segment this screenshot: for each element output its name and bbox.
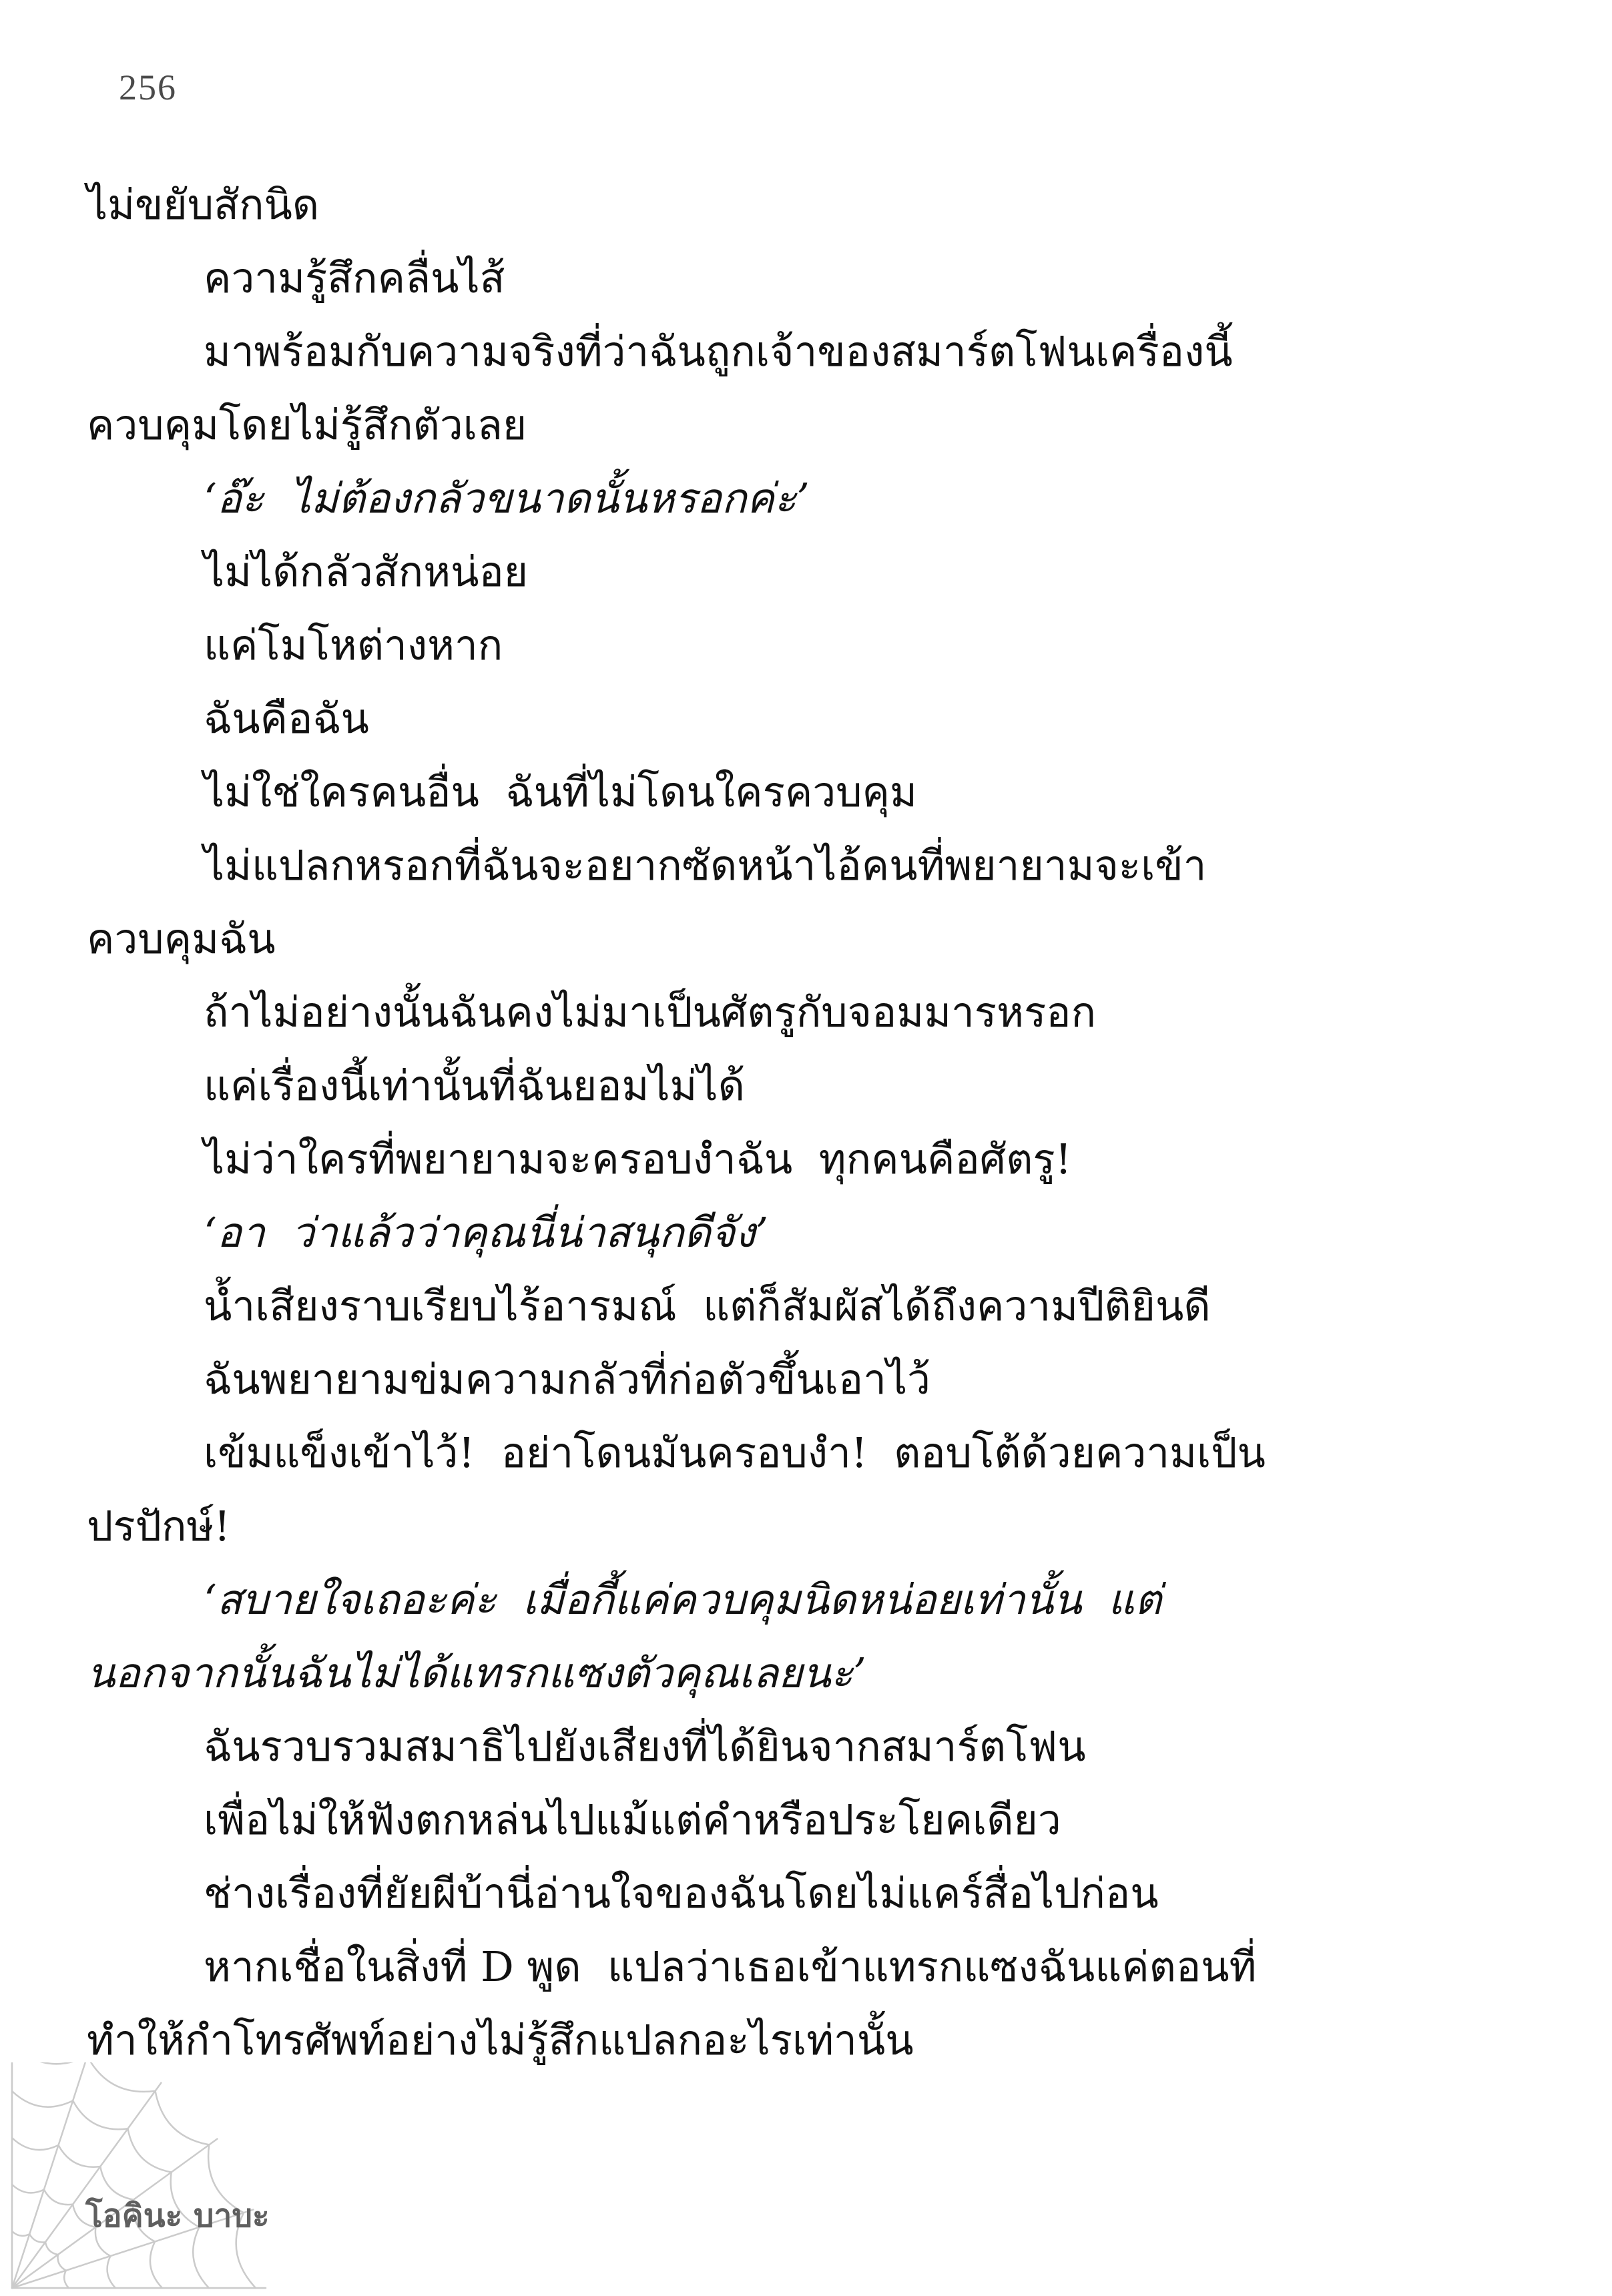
text-line: เข้มแข็งเข้าไว้! อย่าโดนมันครอบงำ! ตอบโต้ด้วยความเป็น — [204, 1428, 1266, 1477]
text-line: น้ำเสียงราบเรียบไร้อารมณ์ แต่ก็สัมผัสได้ถึงความปีติยินดี — [204, 1281, 1211, 1330]
text-line: ‘อา ว่าแล้วว่าคุณนี่น่าสนุกดีจัง’ — [204, 1208, 769, 1257]
text-line: มาพร้อมกับความจริงที่ว่าฉันถูกเจ้าของสมาร์ตโฟนเครื่องนี้ — [204, 327, 1233, 376]
text-line: ไม่ใช่ใครคนอื่น ฉันที่ไม่โดนใครควบคุม — [204, 768, 917, 816]
text-line: นอกจากนั้นฉันไม่ได้แทรกแซงตัวคุณเลยนะ’ — [87, 1649, 866, 1697]
text-line: หากเชื่อในสิ่งที่ D พูด แปลว่าเธอเข้าแทรกแซงฉันแค่ตอนที่ — [204, 1942, 1257, 1991]
text-line: ฉันรวบรวมสมาธิไปยังเสียงที่ได้ยินจากสมาร์ตโฟน — [204, 1722, 1086, 1771]
text-line: แค่โมโหต่างหาก — [204, 621, 503, 669]
text-line: ฉันคือฉัน — [204, 694, 369, 743]
text-line: ไม่ขยับสักนิด — [87, 180, 320, 229]
text-line: ควบคุมฉัน — [87, 914, 276, 963]
text-line: ปรปักษ์! — [87, 1502, 231, 1550]
page-body — [87, 168, 1308, 2077]
text-line: ควบคุมโดยไม่รู้สึกตัวเลย — [87, 400, 527, 449]
text-line: ไม่แปลกหรอกที่ฉันจะอยากซัดหน้าไอ้คนที่พยายามจะเข้า — [204, 841, 1207, 890]
text-line: ‘อ๊ะ ไม่ต้องกลัวขนาดนั้นหรอกค่ะ’ — [204, 474, 810, 523]
text-line: ‘สบายใจเถอะค่ะ เมื่อกี้แค่ควบคุมนิดหน่อยเท่านั้น แต่ — [204, 1575, 1162, 1624]
text-line: แค่เรื่องนี้เท่านั้นที่ฉันยอมไม่ได้ — [204, 1061, 745, 1110]
page-number: 256 — [119, 67, 177, 107]
spider-web-icon — [0, 2062, 307, 2296]
text-line: ถ้าไม่อย่างนั้นฉันคงไม่มาเป็นศัตรูกับจอมมารหรอก — [204, 988, 1097, 1037]
text-line: ความรู้สึกคลื่นไส้ — [204, 254, 505, 302]
text-line: ช่างเรื่องที่ยัยผีบ้านี่อ่านใจของฉันโดยไม่แคร์สื่อไปก่อน — [204, 1869, 1159, 1918]
text-line: ทำให้กำโทรศัพท์อย่างไม่รู้สึกแปลกอะไรเท่านั้น — [87, 2016, 914, 2064]
text-line: ไม่ว่าใครที่พยายามจะครอบงำฉัน ทุกคนคือศัตรู! — [204, 1135, 1072, 1183]
text-line: เพื่อไม่ให้ฟังตกหล่นไปแม้แต่คำหรือประโยคเดียว — [204, 1795, 1061, 1844]
text-line: ฉันพยายามข่มความกลัวที่ก่อตัวขึ้นเอาไว้ — [204, 1355, 930, 1404]
text-line: ไม่ได้กลัวสักหน่อย — [204, 547, 529, 596]
author-watermark: โอคินะ บาบะ — [85, 2197, 270, 2235]
